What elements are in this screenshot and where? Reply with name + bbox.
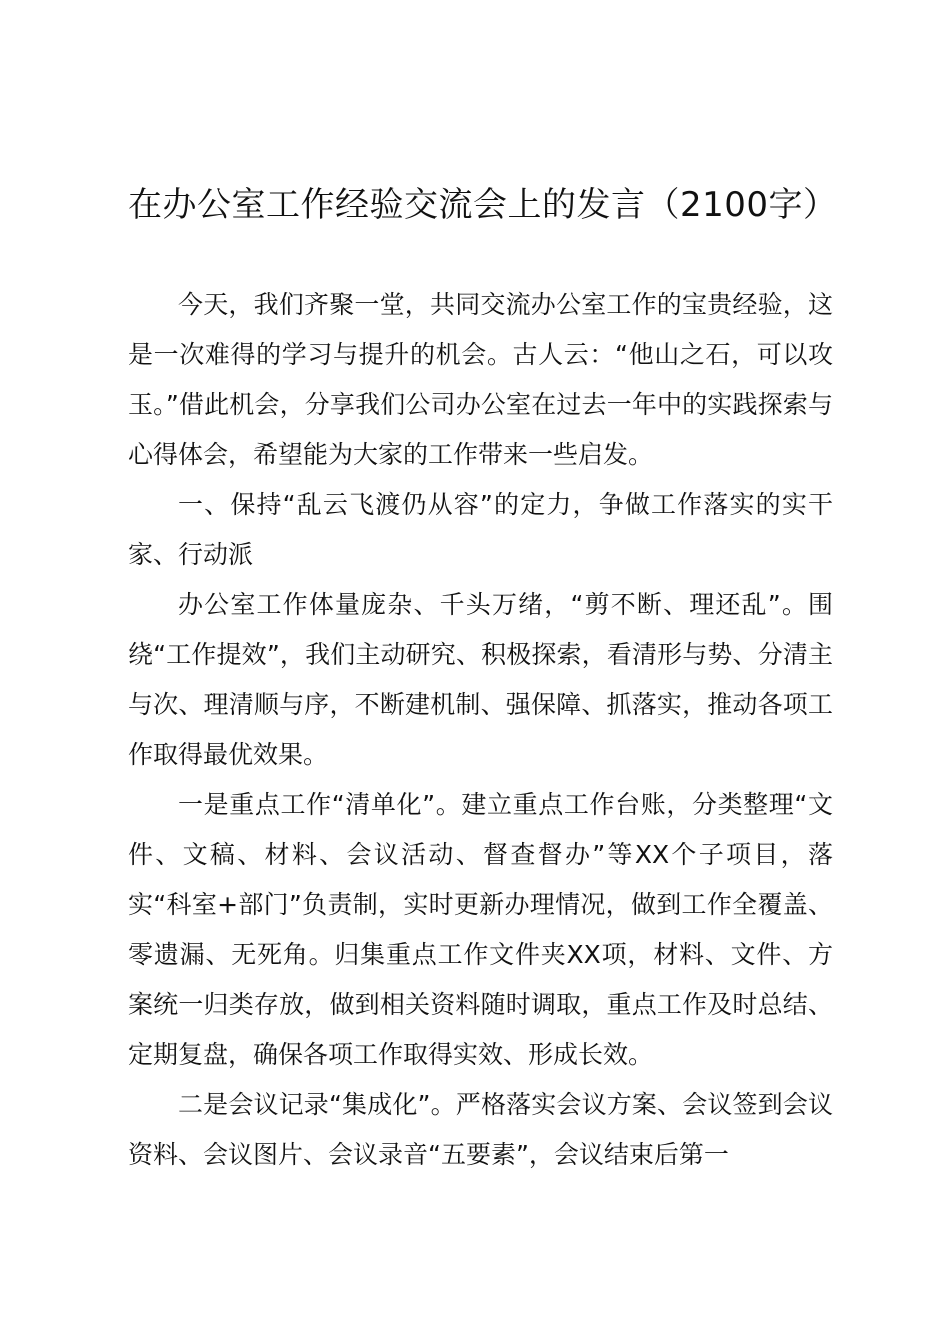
- paragraph-point-2: 二是会议记录“集成化”。严格落实会议方案、会议签到会议资料、会议图片、会议录音“五要素”，会议结束后第一: [128, 1090, 833, 1169]
- paragraph-section-1: 办公室工作体量庞杂、千头万绪，“剪不断、理还乱”。围绕“工作提效”，我们主动研究、积极探索，看清形与势、分清主与次、理清顺与序，不断建机制、强保障、抓落实，推动各项工作取得最优效果。: [128, 590, 833, 769]
- section-heading-1: 一、保持“乱云飞渡仍从容”的定力，争做工作落实的实干家、行动派: [128, 490, 833, 569]
- document-title: 在办公室工作经验交流会上的发言（2100字）: [128, 185, 838, 225]
- paragraph-intro: 今天，我们齐聚一堂，共同交流办公室工作的宝贵经验，这是一次难得的学习与提升的机会。古人云：“他山之石，可以攻玉。”借此机会，分享我们公司办公室在过去一年中的实践探索与心得体会，希望能为大家的工作带来一些启发。: [128, 290, 833, 469]
- paragraph-point-1: 一是重点工作“清单化”。建立重点工作台账，分类整理“文件、文稿、材料、会议活动、督查督办”等XX个子项目，落实“科室+部门”负责制，实时更新办理情况，做到工作全覆盖、零遗漏、无死角。归集重点工作文件夹XX项，材料、文件、方案统一归类存放，做到相关资料随时调取，重点工作及时总结、定期复盘，确保各项工作取得实效、形成长效。: [128, 790, 833, 1069]
- document-body: [128, 280, 833, 1180]
